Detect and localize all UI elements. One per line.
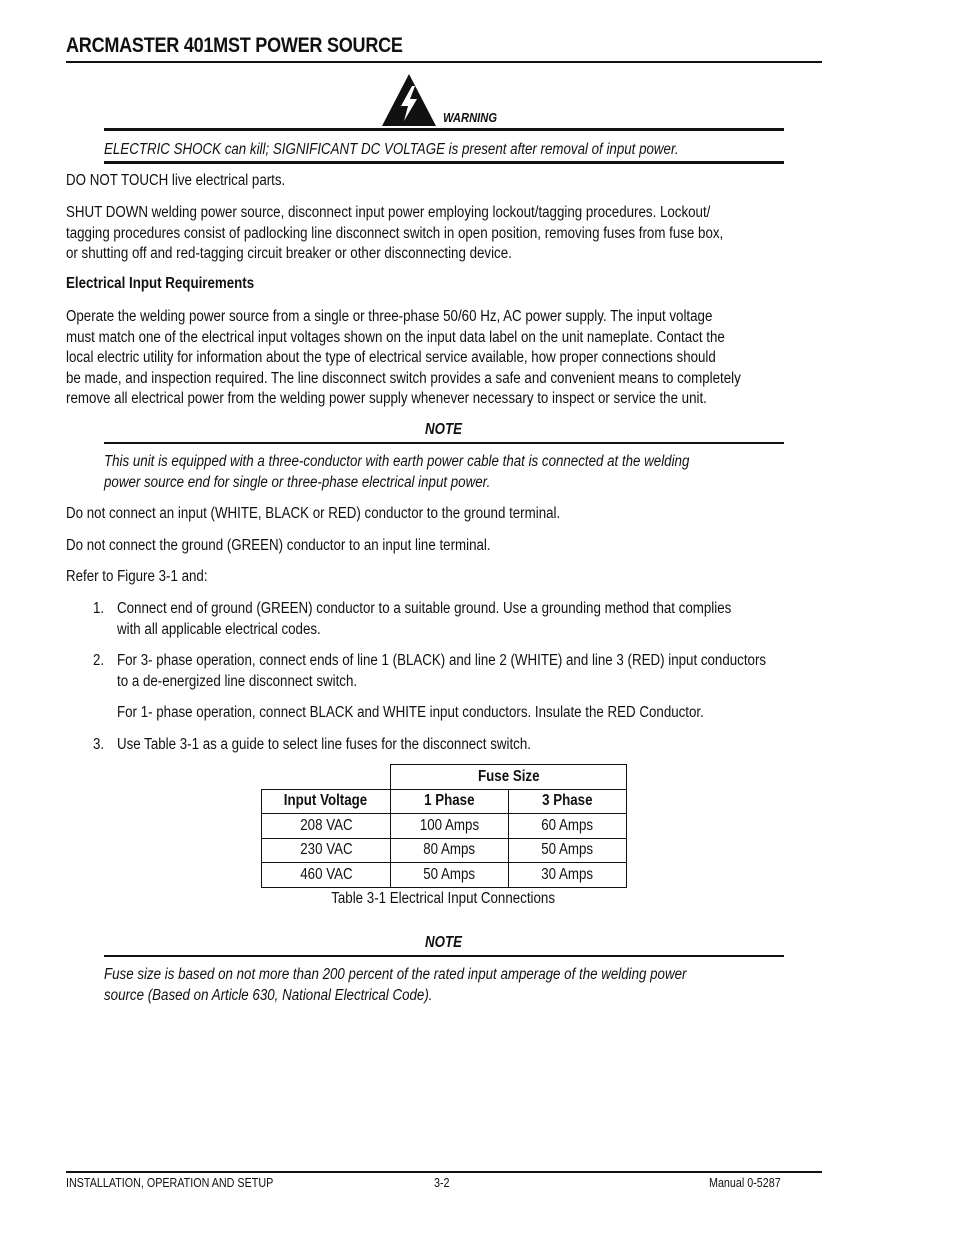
table-cell: 460 VAC [262, 863, 391, 888]
note-label: NOTE [425, 934, 463, 951]
table-cell: 230 VAC [262, 838, 391, 863]
list-item: Use Table 3-1 as a guide to select line fuses for the disconnect switch. [117, 736, 531, 753]
table-header: Input Voltage [262, 789, 391, 814]
footer-rule [66, 1171, 822, 1173]
fuse-size-table [261, 764, 627, 888]
note-rule [104, 442, 784, 444]
list-number: 3. [93, 736, 105, 753]
note-text: This unit is equipped with a three-conductor with earth power cable that is connected at the welding power source end for single or three-phase electrical input power. [104, 453, 690, 491]
table-blank-cell [262, 765, 391, 790]
table-cell: 50 Amps [391, 863, 509, 888]
table-header-row [262, 789, 627, 814]
paragraph-do-not-touch: DO NOT TOUCH live electrical parts. [66, 172, 286, 189]
note-rule [104, 955, 784, 957]
page-title: ARCMASTER 401MST POWER SOURCE [66, 34, 403, 57]
warning-top-rule [104, 128, 784, 131]
paragraph-input-requirements: Operate the welding power source from a single or three-phase 50/60 Hz, AC power supply. The input voltage must match one of the electrical input voltages shown on the input data label on the unit nameplate. Contact the local electric utility for information about the type of electrical service available, how proper connections should be made, and inspection required. The line disconnect switch provides a safe and convenient means to completely remove all electrical power from the welding power supply whenever necessary to inspect or service the unit. [66, 308, 741, 407]
table-cell: 60 Amps [509, 814, 627, 839]
list-item-subparagraph: For 1- phase operation, connect BLACK and WHITE input conductors. Insulate the RED Conductor. [117, 704, 704, 721]
table-row [262, 814, 627, 839]
warning-label: WARNING [443, 110, 498, 125]
list-item: For 3- phase operation, connect ends of line 1 (BLACK) and line 2 (WHITE) and line 3 (RED) input conductors to a de-energized line disconnect switch. [117, 652, 767, 690]
footer-section: INSTALLATION, OPERATION AND SETUP [66, 1176, 274, 1190]
table-row [262, 863, 627, 888]
table-cell: 50 Amps [509, 838, 627, 863]
manual-page [66, 0, 822, 1235]
warning-text: ELECTRIC SHOCK can kill; SIGNIFICANT DC VOLTAGE is present after removal of input power. [104, 141, 679, 158]
footer-manual-number: Manual 0-5287 [709, 1176, 781, 1190]
table-group-header: Fuse Size [391, 765, 627, 790]
list-number: 2. [93, 652, 105, 669]
table-header-row [262, 765, 627, 790]
paragraph-shut-down: SHUT DOWN welding power source, disconnect input power employing lockout/tagging procedures. Lockout/ tagging procedures consist of padlocking line disconnect switch in open position, removing fuses from fuse box, or shutting off and red-tagging circuit breaker or other disconnecting device. [66, 204, 724, 262]
table-cell: 30 Amps [509, 863, 627, 888]
table-cell: 208 VAC [262, 814, 391, 839]
paragraph-refer-figure: Refer to Figure 3-1 and: [66, 568, 208, 585]
electric-shock-warning-icon [381, 72, 437, 128]
footer-page-number: 3-2 [434, 1176, 450, 1190]
table-cell: 80 Amps [391, 838, 509, 863]
table-caption: Table 3-1 Electrical Input Connections [331, 890, 556, 907]
note-text: Fuse size is based on not more than 200 percent of the rated input amperage of the welding power source (Based on Article 630, National Electrical Code). [104, 966, 687, 1004]
paragraph-input-conductor: Do not connect an input (WHITE, BLACK or RED) conductor to the ground terminal. [66, 505, 561, 522]
table-header: 3 Phase [509, 789, 627, 814]
list-item: Connect end of ground (GREEN) conductor to a suitable ground. Use a grounding method that complies with all applicable electrical codes. [117, 600, 732, 638]
list-number: 1. [93, 600, 105, 617]
title-rule [66, 61, 822, 63]
paragraph-ground-conductor: Do not connect the ground (GREEN) conductor to an input line terminal. [66, 537, 491, 554]
warning-bottom-rule [104, 161, 784, 164]
table-row [262, 838, 627, 863]
section-heading: Electrical Input Requirements [66, 275, 255, 292]
table-cell: 100 Amps [391, 814, 509, 839]
note-label: NOTE [425, 421, 463, 438]
table-header: 1 Phase [391, 789, 509, 814]
